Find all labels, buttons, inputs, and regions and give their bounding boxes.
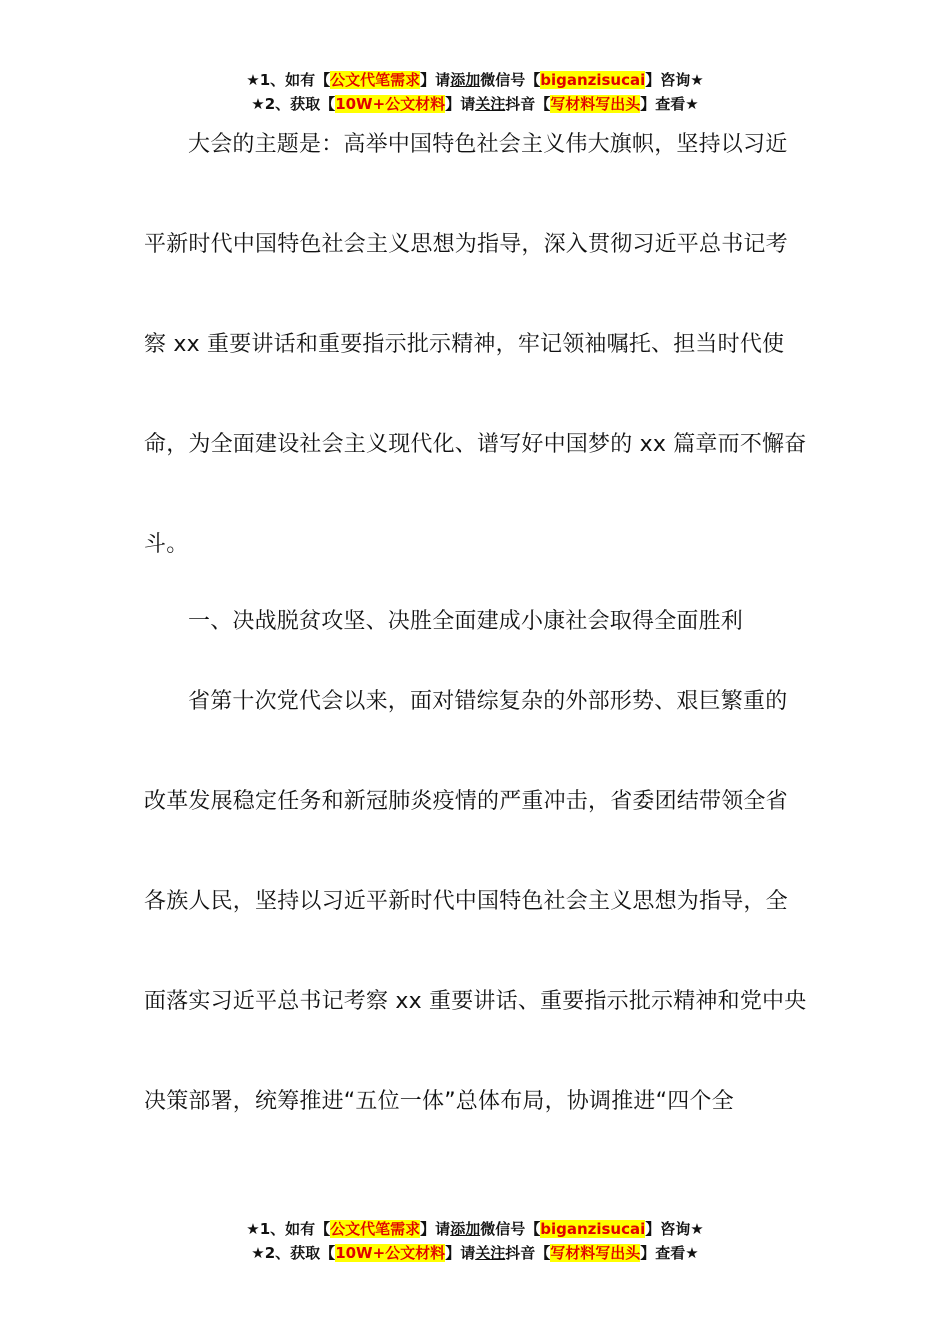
banner-text: ★1、如有【 — [246, 1220, 331, 1238]
highlight-douyin: 写材料写出头 — [550, 1244, 641, 1262]
banner-text: 】请 — [420, 1220, 451, 1238]
banner-emphasis: 关注 — [475, 1244, 506, 1262]
paragraph-theme — [144, 95, 814, 595]
paragraph-line: 平新时代中国特色社会主义思想为指导，深入贯彻习近平总书记考 — [144, 232, 788, 257]
banner-emphasis: 添加 — [450, 71, 481, 89]
paragraph-line: 省第十次党代会以来，面对错综复杂的外部形势、艰巨繁重的 — [188, 689, 788, 714]
highlight-service: 公文代笔需求 — [330, 71, 421, 89]
paragraph-achievements — [144, 652, 814, 1152]
paragraph-line: 改革发展稳定任务和新冠肺炎疫情的严重冲击，省委团结带领全省 — [144, 789, 788, 814]
footer-banner — [0, 1217, 950, 1265]
highlight-materials: 10W+公文材料 — [335, 1244, 446, 1262]
banner-emphasis: 添加 — [450, 1220, 481, 1238]
banner-text: ★2、获取【 — [251, 1244, 336, 1262]
banner-text: 微信号【 — [480, 71, 541, 89]
paragraph-line: 斗。 — [144, 532, 189, 557]
highlight-wechat-id: biganzisucai — [540, 71, 646, 89]
banner-text: 】查看★ — [640, 1244, 699, 1262]
banner-text: ★1、如有【 — [246, 71, 331, 89]
banner-text: 】查看★ — [640, 95, 699, 113]
banner-text: 】请 — [420, 71, 451, 89]
paragraph-line: 面落实习近平总书记考察 xx 重要讲话、重要指示批示精神和党中央 — [144, 989, 807, 1014]
paragraph-line: 命，为全面建设社会主义现代化、谱写好中国梦的 xx 篇章而不懈奋 — [144, 432, 807, 457]
highlight-wechat-id: biganzisucai — [540, 1220, 646, 1238]
banner-line-2 — [0, 1241, 950, 1265]
paragraph-line: 决策部署，统筹推进“五位一体”总体布局，协调推进“四个全 — [144, 1089, 734, 1114]
banner-text: 】咨询★ — [645, 1220, 704, 1238]
paragraph-line: 各族人民，坚持以习近平新时代中国特色社会主义思想为指导，全 — [144, 889, 788, 914]
highlight-douyin: 写材料写出头 — [550, 95, 641, 113]
banner-text: 微信号【 — [480, 1220, 541, 1238]
banner-line-1 — [0, 1217, 950, 1241]
paragraph-line: 察 xx 重要讲话和重要指示批示精神，牢记领袖嘱托、担当时代使 — [144, 332, 785, 357]
banner-text: 】咨询★ — [645, 71, 704, 89]
banner-emphasis: 关注 — [475, 95, 506, 113]
heading-text: 一、决战脱贫攻坚、决胜全面建成小康社会取得全面胜利 — [188, 609, 744, 634]
banner-text: 】请 — [445, 1244, 476, 1262]
highlight-service: 公文代笔需求 — [330, 1220, 421, 1238]
banner-text: ★2、获取【 — [251, 95, 336, 113]
banner-text: 】请 — [445, 95, 476, 113]
banner-line-1 — [0, 68, 950, 92]
highlight-materials: 10W+公文材料 — [335, 95, 446, 113]
banner-text: 抖音【 — [505, 1244, 551, 1262]
paragraph-line: 大会的主题是：高举中国特色社会主义伟大旗帜，坚持以习近 — [188, 132, 788, 157]
banner-text: 抖音【 — [505, 95, 551, 113]
